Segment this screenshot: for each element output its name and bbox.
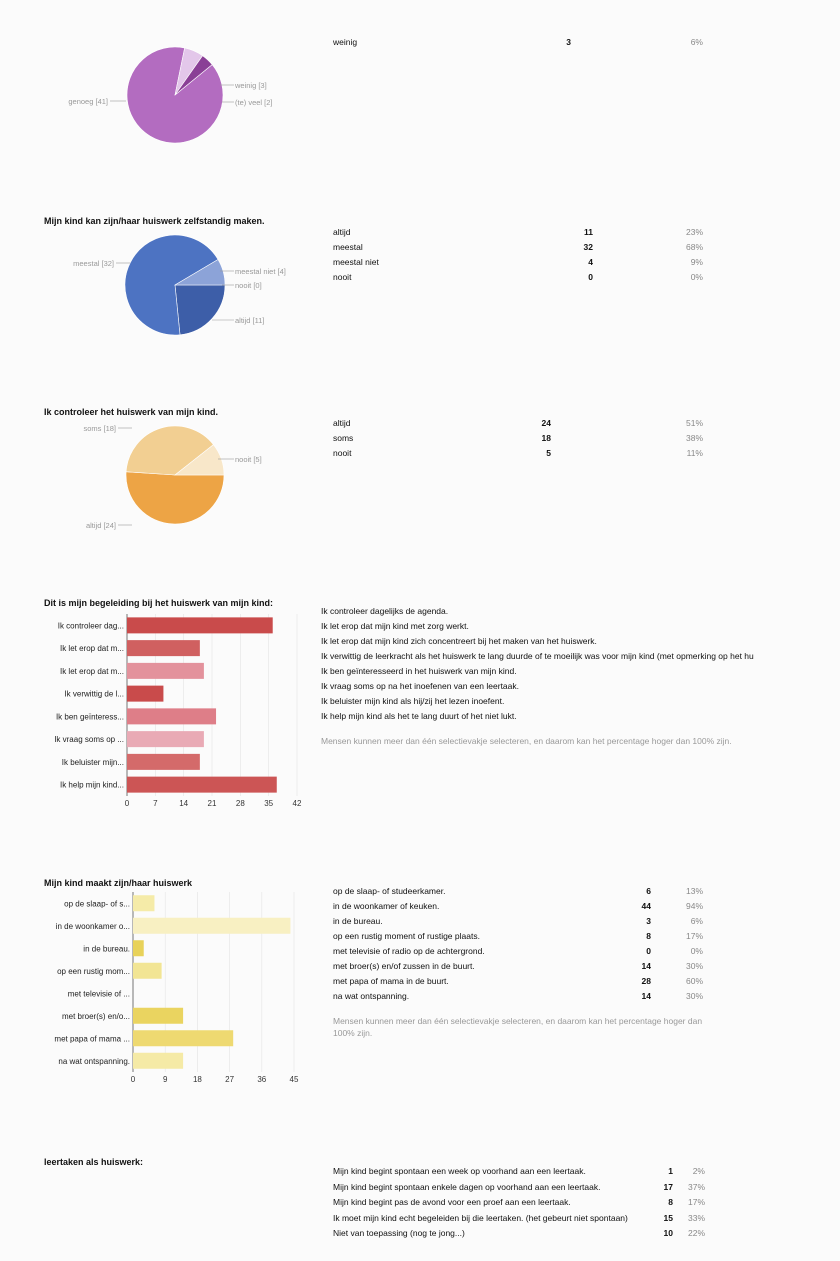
table-row xyxy=(333,899,713,913)
table-row xyxy=(333,944,713,958)
bar xyxy=(127,617,273,633)
table-row xyxy=(333,225,713,239)
row-label: Mijn kind begint spontaan enkele dagen op voorhand aan een leertaak. xyxy=(333,1181,601,1192)
row-percent: 11% xyxy=(686,448,703,458)
table-row xyxy=(333,1226,713,1240)
table-row xyxy=(333,989,713,1003)
row-count: 1 xyxy=(668,1166,673,1176)
row-percent: 6% xyxy=(690,916,703,926)
option-item: Ik beluister mijn kind als hij/zij het lezen inoefent. xyxy=(321,696,505,706)
pie-slice-label: altijd [11] xyxy=(235,316,265,325)
row-label: Ik moet mijn kind echt begeleiden bij die leertaken. (het gebeurt niet spontaan) xyxy=(333,1212,628,1223)
pie-slice-label: genoeg [41] xyxy=(68,97,108,106)
category-label: Ik ben geïnteress... xyxy=(55,712,124,722)
option-item: Ik controleer dagelijks de agenda. xyxy=(321,606,449,616)
category-label: met broer(s) en/o... xyxy=(61,1011,130,1021)
row-percent: 17% xyxy=(685,931,703,941)
x-tick-label: 0 xyxy=(130,1075,136,1084)
category-label: Ik verwittig de l... xyxy=(64,689,124,699)
row-percent: 0% xyxy=(690,946,703,956)
pie-slice-label: (te) veel [2] xyxy=(235,98,273,107)
table-row xyxy=(333,1164,713,1178)
x-tick-label: 27 xyxy=(225,1075,235,1084)
row-count: 10 xyxy=(663,1228,673,1238)
row-label: Mijn kind begint spontaan een week op voorhand aan een leertaak. xyxy=(333,1166,586,1176)
pie-chart-3 xyxy=(40,418,300,533)
row-percent: 68% xyxy=(685,242,703,252)
table-row xyxy=(333,929,713,943)
table-row xyxy=(333,1211,713,1225)
x-tick-label: 0 xyxy=(124,799,130,808)
category-label: Ik let erop dat m... xyxy=(59,666,124,676)
pie-slice-label: weinig [3] xyxy=(235,81,267,90)
row-count: 8 xyxy=(668,1197,673,1207)
pie-slice-label: soms [18] xyxy=(83,424,116,433)
x-tick-label: 45 xyxy=(289,1075,299,1084)
row-percent: 37% xyxy=(687,1181,705,1192)
table-row xyxy=(333,884,713,898)
row-count: 24 xyxy=(541,418,551,428)
row-count: 14 xyxy=(641,961,651,971)
table-row xyxy=(333,240,713,254)
pie-chart-1 xyxy=(40,18,300,153)
option-item: Ik vraag soms op na het inoefenen van een leertaak. xyxy=(321,681,519,691)
row-label: in de bureau. xyxy=(333,916,383,926)
pie-slice-label: meestal [32] xyxy=(73,259,114,268)
option-item: Ik ben geïnteresseerd in het huiswerk van mijn kind. xyxy=(321,666,517,676)
bar-chart-begeleiding xyxy=(20,610,310,820)
pie-slice-label: nooit [5] xyxy=(235,455,262,464)
row-count: 4 xyxy=(588,257,593,267)
row-count: 32 xyxy=(583,242,593,252)
row-label: na wat ontspanning. xyxy=(333,991,410,1001)
row-percent: 94% xyxy=(685,901,703,911)
table-row xyxy=(333,1195,713,1209)
title-zelfstandig: Mijn kind kan zijn/haar huiswerk zelfstandig maken. xyxy=(44,216,265,226)
table-row xyxy=(333,1180,713,1194)
table-row xyxy=(333,270,713,284)
row-percent: 60% xyxy=(685,976,703,986)
row-percent: 17% xyxy=(687,1197,705,1207)
table-row xyxy=(333,35,713,49)
row-count: 0 xyxy=(588,272,593,282)
row-label: in de woonkamer of keuken. xyxy=(333,901,440,911)
row-count: 3 xyxy=(646,916,651,926)
bar xyxy=(133,1030,233,1046)
category-label: Ik help mijn kind... xyxy=(59,780,124,790)
legend-begeleiding xyxy=(321,604,791,724)
row-count: 44 xyxy=(641,901,651,911)
bar xyxy=(133,940,144,956)
bar xyxy=(127,777,277,793)
row-label: Mijn kind begint pas de avond voor een proef aan een leertaak. xyxy=(333,1197,571,1207)
row-label: nooit xyxy=(333,272,352,282)
option-item: Ik let erop dat mijn kind met zorg werkt. xyxy=(321,621,469,631)
x-tick-label: 18 xyxy=(192,1075,202,1084)
bar xyxy=(133,1053,183,1069)
bar xyxy=(127,731,204,747)
table-row xyxy=(333,255,713,269)
row-percent: 38% xyxy=(685,433,703,443)
row-count: 28 xyxy=(641,976,651,986)
x-tick-label: 14 xyxy=(179,799,189,808)
row-label: nooit xyxy=(333,448,352,458)
row-percent: 33% xyxy=(687,1212,705,1223)
x-tick-label: 9 xyxy=(162,1075,168,1084)
category-label: Ik beluister mijn... xyxy=(61,757,124,767)
bar xyxy=(127,686,163,702)
bar xyxy=(127,708,216,724)
row-label: altijd xyxy=(333,418,351,428)
row-percent: 22% xyxy=(687,1228,705,1238)
pie-slice xyxy=(175,285,225,335)
row-count: 17 xyxy=(663,1181,673,1192)
row-count: 15 xyxy=(663,1212,673,1223)
row-label: meestal xyxy=(333,242,363,252)
row-label: meestal niet xyxy=(333,257,379,267)
row-label: met televisie of radio op de achtergrond. xyxy=(333,946,485,956)
title-huiswerk-plaats: Mijn kind maakt zijn/haar huiswerk xyxy=(44,878,193,888)
category-label: op een rustig mom... xyxy=(57,966,130,976)
row-count: 14 xyxy=(641,991,651,1001)
row-percent: 2% xyxy=(692,1166,705,1176)
x-tick-label: 28 xyxy=(235,799,245,808)
title-begeleiding: Dit is mijn begeleiding bij het huiswerk van mijn kind: xyxy=(44,598,274,608)
table-row xyxy=(333,446,713,460)
row-count: 11 xyxy=(584,227,593,237)
x-tick-label: 21 xyxy=(207,799,217,808)
category-label: op de slaap- of s... xyxy=(64,899,130,909)
title-controleer: Ik controleer het huiswerk van mijn kind. xyxy=(44,407,219,417)
bar xyxy=(127,754,200,770)
table-row xyxy=(333,431,713,445)
bar xyxy=(133,963,162,979)
table-row xyxy=(333,974,713,988)
pie-slice-label: meestal niet [4] xyxy=(235,267,286,276)
row-count: 6 xyxy=(646,886,651,896)
row-percent: 0% xyxy=(690,272,703,282)
pie-slice-label: altijd [24] xyxy=(85,521,116,530)
row-count: 8 xyxy=(646,931,651,941)
table-row xyxy=(333,416,713,430)
option-item: Ik let erop dat mijn kind zich concentreert bij het maken van het huiswerk. xyxy=(321,636,597,646)
x-tick-label: 35 xyxy=(264,799,274,808)
row-percent: 51% xyxy=(685,418,703,428)
bar-chart-plaats xyxy=(20,890,310,1095)
row-label: altijd xyxy=(333,227,351,237)
row-percent: 6% xyxy=(690,37,703,47)
category-label: na wat ontspanning. xyxy=(58,1056,130,1066)
pie-slice-label: nooit [0] xyxy=(235,281,262,290)
bar xyxy=(127,663,204,679)
option-item: Ik verwittig de leerkracht als het huiswerk te lang duurde of te moeilijk was voor mijn kind (met opmerking op het hu xyxy=(321,651,754,661)
row-percent: 23% xyxy=(685,227,703,237)
row-count: 0 xyxy=(646,946,651,956)
row-label: met papa of mama in de buurt. xyxy=(333,976,449,986)
category-label: in de bureau. xyxy=(83,944,130,954)
table-row xyxy=(333,914,713,928)
row-label: met broer(s) en/of zussen in de buurt. xyxy=(333,961,475,971)
category-label: in de woonkamer o... xyxy=(55,921,130,931)
row-label: weinig xyxy=(333,37,358,47)
table-row xyxy=(333,959,713,973)
category-label: Ik vraag soms op ... xyxy=(54,735,124,745)
bar xyxy=(127,640,200,656)
bar xyxy=(133,1008,183,1024)
row-count: 18 xyxy=(541,433,551,443)
option-item: Ik help mijn kind als het te lang duurt of het niet lukt. xyxy=(321,711,517,721)
category-label: Ik controleer dag... xyxy=(57,621,124,631)
row-label: soms xyxy=(333,433,354,443)
x-tick-label: 36 xyxy=(257,1075,267,1084)
row-percent: 30% xyxy=(685,991,703,1001)
note-plaats: Mensen kunnen meer dan één selectievakje selecteren, en daarom kan het percentage hoger dan 100% zijn. xyxy=(333,1016,703,1038)
pie-slice xyxy=(126,472,224,524)
category-label: met televisie of ... xyxy=(67,989,130,999)
x-tick-label: 7 xyxy=(153,799,158,808)
bar xyxy=(133,918,290,934)
row-label: op de slaap- of studeerkamer. xyxy=(333,886,446,896)
row-percent: 13% xyxy=(685,886,703,896)
row-percent: 9% xyxy=(690,257,703,267)
row-percent: 30% xyxy=(685,961,703,971)
note-begeleiding: Mensen kunnen meer dan één selectievakje selecteren, en daarom kan het percentage hoger dan 100% zijn. xyxy=(321,736,732,746)
row-count: 3 xyxy=(566,37,571,47)
bar xyxy=(133,895,154,911)
row-count: 5 xyxy=(546,448,551,458)
row-label: op een rustig moment of rustige plaats. xyxy=(333,931,480,941)
row-label: Niet van toepassing (nog te jong...) xyxy=(333,1228,465,1238)
title-leertaken: leertaken als huiswerk: xyxy=(44,1157,144,1167)
pie-chart-2 xyxy=(40,228,300,343)
category-label: met papa of mama ... xyxy=(54,1034,130,1044)
x-tick-label: 42 xyxy=(292,799,302,808)
category-label: Ik let erop dat m... xyxy=(59,644,124,654)
